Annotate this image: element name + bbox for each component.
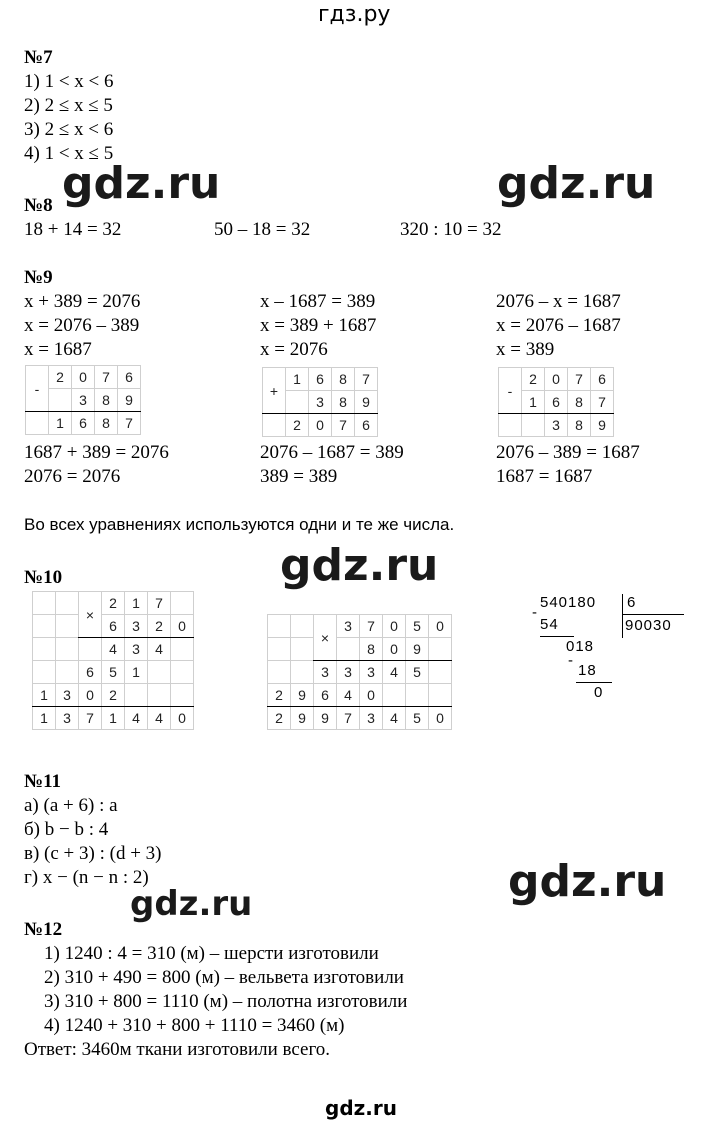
ex9-col3-line-2: x = 2076 – 1687: [496, 315, 621, 336]
site-header: гдз.ру: [318, 2, 391, 27]
grid-cell: 0: [383, 638, 406, 661]
grid-cell: 3: [125, 615, 148, 638]
grid-cell: 2: [268, 707, 291, 730]
ex9-check1-line-1: 1687 + 389 = 2076: [24, 442, 169, 463]
grid-cell: 4: [383, 661, 406, 684]
grid-cell: 2: [268, 684, 291, 707]
ex9-grid-1: [25, 365, 141, 435]
grid-cell: 4: [125, 707, 148, 730]
ex12-line-1: 1) 1240 : 4 = 310 (м) – шерсти изготовили: [44, 943, 379, 964]
grid-cell: 3: [125, 638, 148, 661]
grid-cell: 7: [118, 412, 141, 435]
grid-cell: 4: [337, 684, 360, 707]
grid-cell: [337, 638, 360, 661]
grid-cell: 7: [79, 707, 102, 730]
grid-cell: [56, 661, 79, 684]
grid-sign: -: [499, 368, 522, 414]
ex9-col1-line-1: x + 389 = 2076: [24, 291, 141, 312]
grid-cell: [171, 661, 194, 684]
site-footer: gdz.ru: [325, 1096, 397, 1120]
grid-cell: [286, 391, 309, 414]
grid-cell: 5: [102, 661, 125, 684]
ex11-line-g: г) x − (n − n : 2): [24, 867, 149, 888]
ex8-title: №8: [24, 195, 53, 216]
grid-cell: [33, 638, 56, 661]
ex9-note: Во всех уравнениях используются одни и те же числа.: [24, 515, 455, 534]
times-sign: ×: [314, 615, 337, 661]
ex12-line-3: 3) 310 + 800 = 1110 (м) – полотна изготовили: [44, 991, 408, 1012]
grid-cell: 9: [291, 684, 314, 707]
ex9-col1-line-3: x = 1687: [24, 339, 92, 360]
grid-cell: 4: [383, 707, 406, 730]
grid-cell: 2: [148, 615, 171, 638]
division-divisor: 6: [627, 594, 637, 611]
division-underline-2: [576, 682, 612, 683]
division-step-2: 18: [578, 662, 597, 679]
ex10-mult-grid-2: [267, 614, 452, 730]
grid-cell: 1: [49, 412, 72, 435]
grid-cell: 7: [568, 368, 591, 391]
ex10-mult-grid-1: [32, 591, 194, 730]
grid-cell: 7: [95, 366, 118, 389]
grid-cell: 6: [118, 366, 141, 389]
grid-cell: [522, 414, 545, 437]
grid-cell: [148, 661, 171, 684]
watermark-1: gdz.ru: [62, 158, 221, 209]
grid-cell: 6: [72, 412, 95, 435]
grid-cell: 8: [360, 638, 383, 661]
grid-cell: 9: [591, 414, 614, 437]
grid-cell: [429, 684, 452, 707]
ex7-line-1: 1) 1 < x < 6: [24, 71, 114, 92]
grid-cell: [268, 661, 291, 684]
grid-cell: 2: [522, 368, 545, 391]
watermark-5: gdz.ru: [130, 884, 253, 924]
grid-cell: [171, 684, 194, 707]
grid-cell: [49, 389, 72, 412]
grid-cell: 9: [355, 391, 378, 414]
grid-cell: 8: [95, 389, 118, 412]
grid-cell: 8: [568, 414, 591, 437]
watermark-2: gdz.ru: [497, 158, 656, 209]
grid-cell: 3: [314, 661, 337, 684]
ex9-check2-line-2: 389 = 389: [260, 466, 338, 487]
grid-cell: [383, 684, 406, 707]
grid-cell: 6: [355, 414, 378, 437]
grid-cell: [148, 684, 171, 707]
grid-sign: +: [263, 368, 286, 414]
ex9-col2-line-2: x = 389 + 1687: [260, 315, 377, 336]
grid-cell: [56, 638, 79, 661]
grid-cell: [33, 661, 56, 684]
grid-cell: [33, 592, 56, 615]
ex12-answer: Ответ: 3460м ткани изготовили всего.: [24, 1039, 331, 1060]
ex10-long-division: [532, 594, 692, 724]
grid-cell: 3: [337, 615, 360, 638]
grid-cell: [268, 638, 291, 661]
grid-cell: 0: [79, 684, 102, 707]
grid-cell: 1: [286, 368, 309, 391]
grid-cell: 8: [332, 391, 355, 414]
grid-sign: -: [26, 366, 49, 412]
grid-cell: 1: [125, 661, 148, 684]
grid-cell: [268, 615, 291, 638]
grid-cell: 1: [102, 707, 125, 730]
grid-cell: 3: [337, 661, 360, 684]
grid-cell: 0: [309, 414, 332, 437]
grid-cell: [171, 638, 194, 661]
ex9-check1-line-2: 2076 = 2076: [24, 466, 121, 487]
ex7-line-2: 2) 2 ≤ x ≤ 5: [24, 95, 113, 116]
grid-cell: 6: [309, 368, 332, 391]
grid-cell: 8: [95, 412, 118, 435]
grid-cell: [26, 412, 49, 435]
grid-cell: [406, 684, 429, 707]
watermark-4: gdz.ru: [508, 856, 667, 907]
grid-cell: 0: [171, 707, 194, 730]
ex11-line-b: б) b − b : 4: [24, 819, 109, 840]
ex9-col3-line-1: 2076 – x = 1687: [496, 291, 621, 312]
grid-cell: [291, 615, 314, 638]
division-dividend: 540180: [540, 594, 597, 611]
grid-cell: 0: [429, 707, 452, 730]
grid-cell: [429, 638, 452, 661]
grid-cell: 6: [314, 684, 337, 707]
ex11-line-v: в) (c + 3) : (d + 3): [24, 843, 162, 864]
ex7-title: №7: [24, 47, 53, 68]
grid-cell: 4: [148, 707, 171, 730]
grid-cell: 0: [429, 615, 452, 638]
grid-cell: 7: [360, 615, 383, 638]
grid-cell: 3: [360, 707, 383, 730]
grid-cell: 1: [33, 684, 56, 707]
division-step-1: 54: [540, 616, 559, 633]
grid-cell: 2: [49, 366, 72, 389]
grid-cell: 0: [383, 615, 406, 638]
ex9-col3-line-3: x = 389: [496, 339, 555, 360]
division-quotient: 90030: [625, 617, 672, 634]
ex9-col1-line-2: x = 2076 – 389: [24, 315, 140, 336]
grid-cell: 3: [72, 389, 95, 412]
grid-cell: [79, 638, 102, 661]
ex8-item-2: 50 – 18 = 32: [214, 219, 311, 240]
ex9-col2-line-1: x – 1687 = 389: [260, 291, 376, 312]
ex7-line-3: 3) 2 ≤ x < 6: [24, 119, 114, 140]
ex11-title: №11: [24, 771, 62, 792]
grid-cell: 7: [355, 368, 378, 391]
grid-cell: 0: [72, 366, 95, 389]
grid-cell: 7: [148, 592, 171, 615]
grid-cell: 9: [406, 638, 429, 661]
grid-cell: 2: [286, 414, 309, 437]
grid-cell: 7: [332, 414, 355, 437]
grid-cell: 5: [406, 661, 429, 684]
grid-cell: [56, 615, 79, 638]
division-remainder-2: 0: [594, 684, 604, 701]
grid-cell: [429, 661, 452, 684]
division-underline-1: [540, 636, 574, 637]
grid-cell: [56, 592, 79, 615]
ex9-grid-2: [262, 367, 378, 437]
grid-cell: 9: [118, 389, 141, 412]
grid-cell: [499, 414, 522, 437]
grid-cell: [291, 661, 314, 684]
grid-cell: 3: [309, 391, 332, 414]
ex11-line-a: а) (a + 6) : a: [24, 795, 118, 816]
grid-cell: 2: [102, 592, 125, 615]
grid-cell: 0: [171, 615, 194, 638]
grid-cell: 8: [568, 391, 591, 414]
ex9-grid-3: [498, 367, 614, 437]
grid-cell: 0: [545, 368, 568, 391]
grid-cell: 3: [360, 661, 383, 684]
grid-cell: 5: [406, 615, 429, 638]
grid-cell: 9: [291, 707, 314, 730]
grid-cell: 3: [56, 707, 79, 730]
ex12-title: №12: [24, 919, 63, 940]
grid-cell: 8: [332, 368, 355, 391]
grid-cell: 6: [102, 615, 125, 638]
grid-cell: 1: [522, 391, 545, 414]
division-minus-1: -: [532, 604, 538, 621]
ex12-line-2: 2) 310 + 490 = 800 (м) – вельвета изготовили: [44, 967, 404, 988]
grid-cell: 1: [125, 592, 148, 615]
ex9-title: №9: [24, 267, 53, 288]
grid-cell: 7: [337, 707, 360, 730]
grid-cell: 0: [360, 684, 383, 707]
grid-cell: [263, 414, 286, 437]
grid-cell: [291, 638, 314, 661]
ex12-line-4: 4) 1240 + 310 + 800 + 1110 = 3460 (м): [44, 1015, 345, 1036]
grid-cell: [33, 615, 56, 638]
ex9-check3-line-1: 2076 – 389 = 1687: [496, 442, 640, 463]
division-remainder-1: 018: [566, 638, 595, 655]
ex10-title: №10: [24, 567, 63, 588]
grid-cell: 4: [148, 638, 171, 661]
grid-cell: 3: [56, 684, 79, 707]
ex7-line-4: 4) 1 < x ≤ 5: [24, 143, 114, 164]
grid-cell: [125, 684, 148, 707]
grid-cell: 6: [591, 368, 614, 391]
grid-cell: 2: [102, 684, 125, 707]
grid-cell: [171, 592, 194, 615]
division-vertical-line: [622, 594, 623, 638]
grid-cell: 3: [545, 414, 568, 437]
grid-cell: 6: [79, 661, 102, 684]
ex8-item-3: 320 : 10 = 32: [400, 219, 502, 240]
grid-cell: 9: [314, 707, 337, 730]
grid-cell: 4: [102, 638, 125, 661]
ex9-check3-line-2: 1687 = 1687: [496, 466, 593, 487]
division-minus-2: -: [568, 652, 574, 669]
ex8-item-1: 18 + 14 = 32: [24, 219, 122, 240]
ex9-col2-line-3: x = 2076: [260, 339, 328, 360]
grid-cell: 7: [591, 391, 614, 414]
division-horizontal-line: [622, 614, 684, 615]
watermark-3: gdz.ru: [280, 540, 439, 591]
times-sign: ×: [79, 592, 102, 638]
grid-cell: 6: [545, 391, 568, 414]
ex9-check2-line-1: 2076 – 1687 = 389: [260, 442, 404, 463]
grid-cell: 5: [406, 707, 429, 730]
grid-cell: 1: [33, 707, 56, 730]
